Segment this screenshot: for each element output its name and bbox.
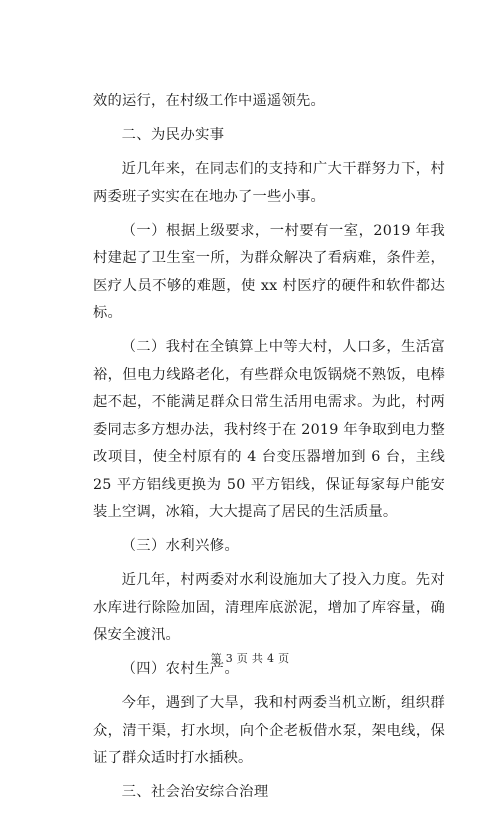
- page-number-label: 第 3 页 共 4 页: [210, 652, 290, 665]
- paragraph-clinic: （一）根据上级要求，一村要有一室，2019 年我村建起了卫生室一所，为群众解决了看病难，条件差，医疗人员不够的难题，使 xx 村医疗的硬件和软件都达标。: [93, 222, 445, 321]
- page-footer: [0, 650, 500, 666]
- paragraph-continuation: 效的运行，在村级工作中遥遥领先。: [93, 93, 325, 109]
- section-heading-serve-people: 二、为民办实事: [121, 127, 225, 143]
- paragraph-drought: 今年，遇到了大旱，我和村两委当机立断，组织群众，清干渠，打水坝，向个企老板借水泵，架电线，保证了群众适时打水插秧。: [93, 695, 445, 766]
- section-heading-public-security: 三、社会治安综合治理: [121, 784, 269, 800]
- subheading-water-conservancy: （三）水利兴修。: [121, 538, 240, 554]
- document-body: [93, 88, 445, 813]
- subheading-agriculture: （四）农村生产。: [121, 661, 240, 677]
- paragraph-reservoir: 近几年，村两委对水利设施加大了投入力度。先对水库进行除险加固，清理库底淤泥，增加了库容量，确保安全渡汛。: [93, 572, 445, 643]
- paragraph-intro: 近几年来，在同志们的支持和广大干群努力下，村两委班子实实在在地办了一些小事。: [93, 161, 445, 205]
- paragraph-power-grid: （二）我村在全镇算上中等大村，人口多，生活富裕，但电力线路老化，有些群众电饭锅烧不熟饭，电棒起不起，不能满足群众日常生活用电需求。为此，村两委同志多方想办法，我村终于在 2019 年争取到电力整改项目，使全村原有的 4 台变压器增加到 6 台，主线 25 平方铝线更换为 50 平方铝线，保证每家每户能安装上空调，冰箱，大大提高了居民的生活质量。: [93, 339, 445, 520]
